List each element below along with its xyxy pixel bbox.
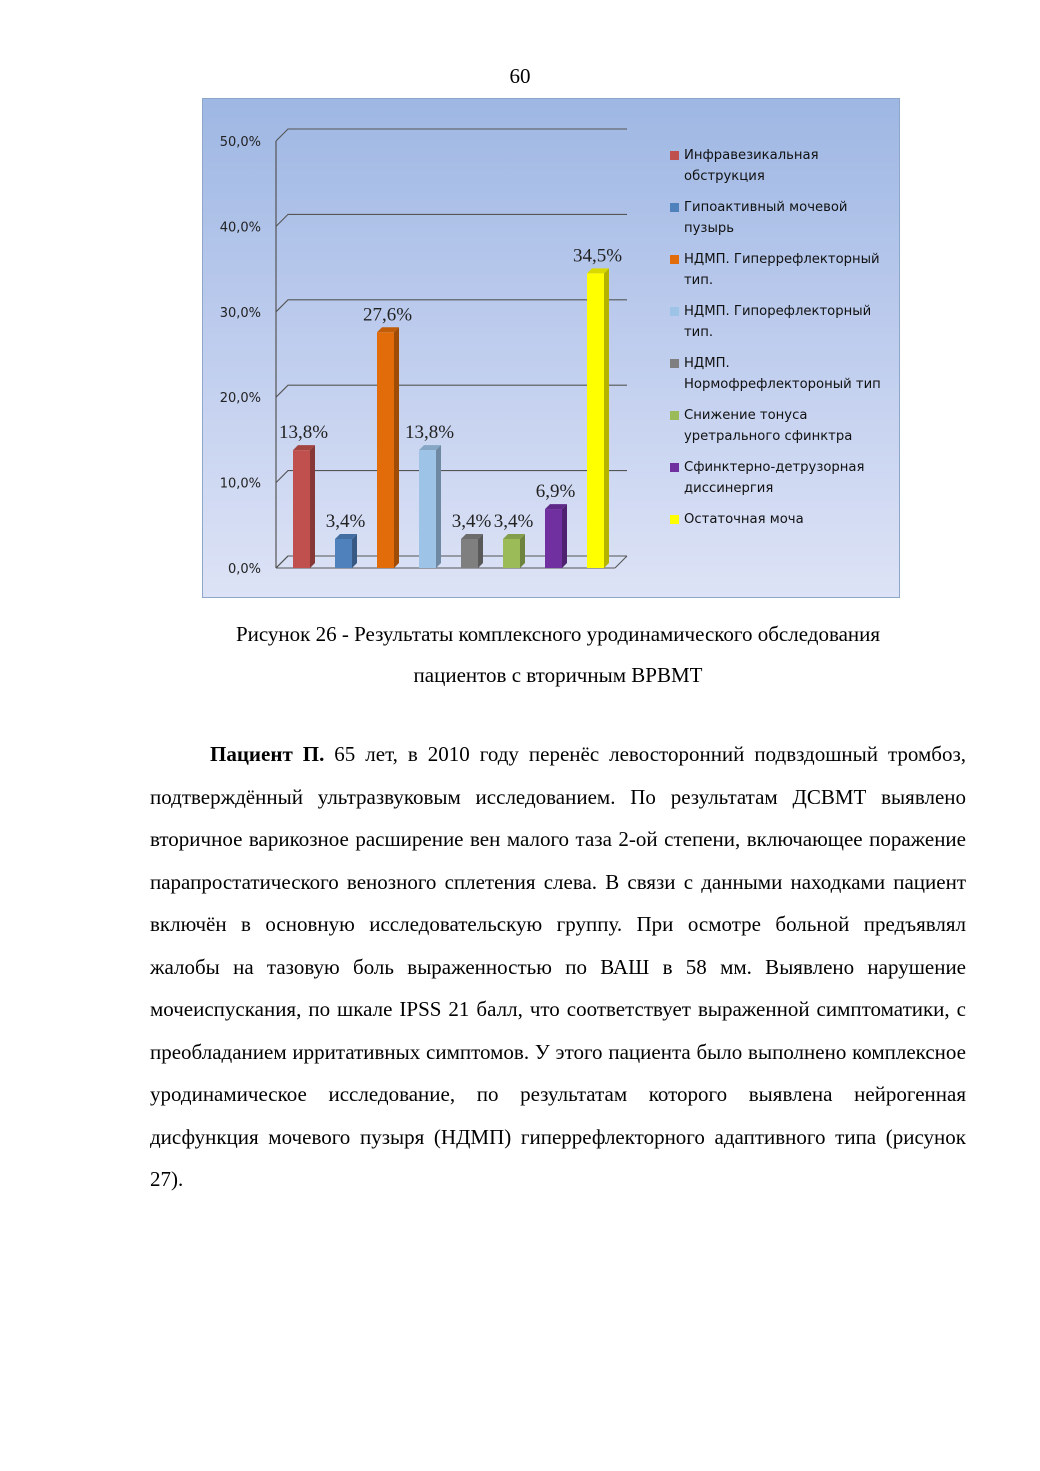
paragraph-lead: Пациент П.: [210, 742, 325, 766]
legend-swatch: [670, 307, 679, 316]
data-label: 6,9%: [535, 481, 576, 503]
data-label: 27,6%: [362, 304, 413, 326]
bar-side: [310, 445, 315, 568]
legend-item: [670, 145, 896, 187]
page-number: 60: [509, 64, 531, 88]
gridline: [276, 300, 627, 312]
chart-legend: [670, 145, 896, 540]
bar-side: [394, 327, 399, 568]
data-label: 3,4%: [493, 510, 534, 532]
caption-line-1: Рисунок 26 - Результаты комплексного уродинамического обследования: [235, 622, 881, 646]
legend-item: [670, 457, 896, 499]
y-tick-label: 10,0%: [219, 476, 261, 492]
legend-swatch: [670, 255, 679, 264]
data-label: 13,8%: [278, 422, 329, 444]
y-tick-label: 30,0%: [219, 305, 261, 321]
figure-caption: [150, 614, 966, 696]
legend-swatch: [670, 203, 679, 212]
caption-line-2: пациентов с вторичным ВРВМТ: [413, 663, 703, 687]
gridline: [276, 129, 627, 141]
legend-label: НДМП. Гиперрефлекторный тип.: [684, 252, 880, 288]
bar: [377, 332, 394, 568]
y-tick-label: 0,0%: [227, 562, 261, 577]
legend-label: Остаточная моча: [684, 512, 804, 527]
bar-side: [436, 445, 441, 568]
y-tick-label: 50,0%: [219, 135, 261, 150]
bar-chart: [202, 98, 900, 598]
legend-label: Гипоактивный мочевой пузырь: [684, 200, 848, 236]
bar-side: [562, 504, 567, 568]
data-label: 3,4%: [451, 510, 492, 532]
legend-item: [670, 509, 896, 530]
bar-side: [520, 534, 525, 568]
gridline: [276, 385, 627, 397]
legend-label: Сфинктерно-детрузорная диссинергия: [684, 460, 865, 496]
y-tick-label: 20,0%: [219, 391, 261, 407]
paragraph-text: 65 лет, в 2010 году перенёс левосторонний подвздошный тромбоз, подтверждённый ультразвуковым исследованием. По результатам ДСВМТ выявлено вторичное варикозное расширение вен малого таза 2-ой степени, включающее поражение парапростатического венозного сплетения слева. В связи с данными находками пациент включён в основную исследовательскую группу. При осмотре больной предъявлял жалобы на тазовую боль выраженностью по ВАШ в 58 мм. Выявлено нарушение мочеиспускания, по шкале IPSS 21 балл, что соответствует выраженной симптоматики, с преобладанием ирритативных симптомов. У этого пациента было выполнено комплексное уродинамическое исследование, по результатам которого выявлена нейрогенная дисфункция мочевого пузыря (НДМП) гиперрефлекторного адаптивного типа (рисунок 27).: [150, 742, 966, 1191]
legend-swatch: [670, 515, 679, 524]
body-paragraph: [150, 733, 966, 1201]
legend-label: Инфравезикальная обструкция: [684, 148, 819, 184]
legend-swatch: [670, 151, 679, 160]
legend-item: [670, 353, 896, 395]
bar: [503, 539, 520, 568]
floor-edge: [615, 556, 627, 568]
bar: [587, 273, 604, 568]
bar-side: [604, 268, 609, 568]
bar: [419, 450, 436, 568]
legend-label: НДМП. Нормофрефлектороный тип: [684, 356, 881, 392]
data-label: 13,8%: [404, 422, 455, 444]
bar: [335, 539, 352, 568]
bar-side: [478, 534, 483, 568]
data-label: 34,5%: [572, 245, 623, 267]
bar: [545, 509, 562, 568]
bar: [461, 539, 478, 568]
y-tick-label: 40,0%: [219, 220, 261, 236]
legend-item: [670, 301, 896, 343]
legend-swatch: [670, 411, 679, 420]
legend-label: НДМП. Гипорефлекторный тип.: [684, 304, 872, 340]
legend-label: Снижение тонуса уретрального сфинктра: [684, 408, 853, 444]
gridline: [276, 214, 627, 226]
data-label: 3,4%: [325, 510, 366, 532]
legend-item: [670, 197, 896, 239]
legend-item: [670, 405, 896, 447]
legend-item: [670, 249, 896, 291]
bar: [293, 450, 310, 568]
bar-side: [352, 534, 357, 568]
gridline: [276, 556, 627, 568]
legend-swatch: [670, 359, 679, 368]
legend-swatch: [670, 463, 679, 472]
